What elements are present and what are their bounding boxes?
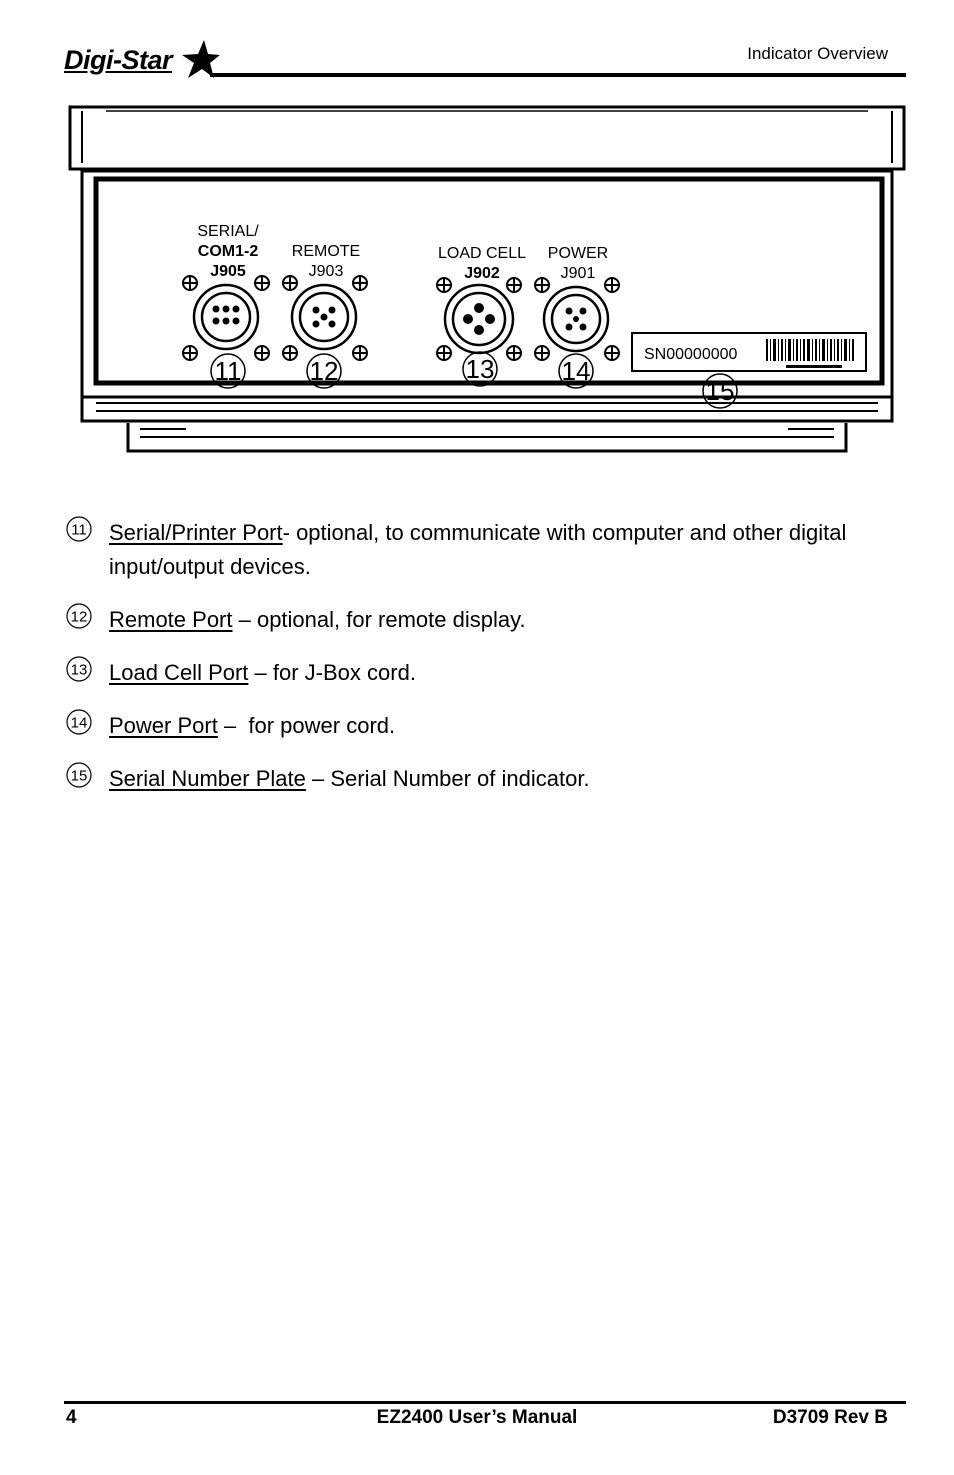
- port-label-power-1: POWER: [547, 245, 609, 262]
- brand-logo: Digi-Star: [64, 45, 173, 75]
- item-description: – for J-Box cord.: [248, 660, 416, 685]
- footer-rule: [64, 1401, 906, 1404]
- mounting-screws: [183, 276, 619, 360]
- screw-icon: [183, 276, 197, 290]
- port-label-serial-1: SERIAL/: [197, 223, 259, 240]
- svg-text:11: 11: [71, 521, 87, 539]
- term-serial-number-plate: Serial Number Plate: [109, 766, 306, 791]
- term-remote-port: Remote Port: [109, 607, 233, 632]
- callout-11-text: 11: [214, 356, 242, 386]
- callout-14-text: 14: [561, 356, 591, 386]
- callout-15-text: 15: [705, 376, 735, 406]
- svg-text:15: 15: [70, 767, 88, 785]
- port-label-loadcell-2: J902: [464, 265, 500, 282]
- connector-serial: [194, 285, 258, 349]
- screw-icon: [255, 276, 269, 290]
- screw-icon: [353, 276, 367, 290]
- screw-icon: [283, 276, 297, 290]
- term-power-port: Power Port: [109, 713, 218, 738]
- screw-icon: [183, 346, 197, 360]
- term-serial-printer-port: Serial/Printer Port: [109, 520, 283, 545]
- screw-icon: [605, 346, 619, 360]
- callout-badge: [66, 762, 92, 788]
- item-description: - optional, to communicate with computer and other digital input/output devices.: [109, 520, 847, 579]
- item-description: – for power cord.: [217, 713, 396, 738]
- header-rule: [210, 73, 906, 77]
- screw-icon: [353, 346, 367, 360]
- callout-badge: [66, 709, 92, 735]
- section-title: Indicator Overview: [747, 44, 888, 63]
- callout-13-text: 13: [465, 354, 495, 384]
- screw-icon: [283, 346, 297, 360]
- port-label-remote-2: J903: [308, 263, 344, 280]
- port-label-power-2: J901: [560, 265, 596, 282]
- svg-text:13: 13: [70, 661, 88, 679]
- screw-icon: [437, 278, 451, 292]
- port-label-serial-3: J905: [210, 263, 246, 280]
- screw-icon: [605, 278, 619, 292]
- port-labels: [197, 223, 608, 282]
- port-label-remote-1: REMOTE: [291, 243, 361, 260]
- screw-icon: [535, 278, 549, 292]
- callout-12-text: 12: [309, 356, 339, 386]
- document-revision: D3709 Rev B: [772, 1407, 888, 1428]
- manual-title: EZ2400 User’s Manual: [376, 1407, 578, 1428]
- callout-badge: [66, 656, 92, 682]
- callout-badge: [66, 603, 92, 629]
- connector-loadcell: [445, 285, 513, 353]
- screw-icon: [507, 346, 521, 360]
- screw-icon: [255, 346, 269, 360]
- screw-icon: [437, 346, 451, 360]
- svg-text:12: 12: [70, 608, 88, 626]
- item-description: – optional, for remote display.: [232, 607, 526, 632]
- item-description: – Serial Number of indicator.: [305, 766, 590, 791]
- connector-remote: [292, 285, 356, 349]
- callout-badge: [66, 516, 92, 542]
- term-load-cell-port: Load Cell Port: [109, 660, 249, 685]
- port-label-loadcell-1: LOAD CELL: [437, 245, 527, 262]
- page-number: 4: [66, 1407, 77, 1428]
- connector-power: [544, 287, 608, 351]
- indicator-rear-panel-diagram: [66, 103, 908, 455]
- svg-text:14: 14: [70, 714, 88, 732]
- screw-icon: [507, 278, 521, 292]
- port-label-serial-2: COM1-2: [197, 243, 259, 260]
- screw-icon: [535, 346, 549, 360]
- serial-number-plate: [632, 333, 866, 371]
- barcode-icon: [766, 339, 854, 368]
- serial-number-text: SN00000000: [644, 346, 738, 363]
